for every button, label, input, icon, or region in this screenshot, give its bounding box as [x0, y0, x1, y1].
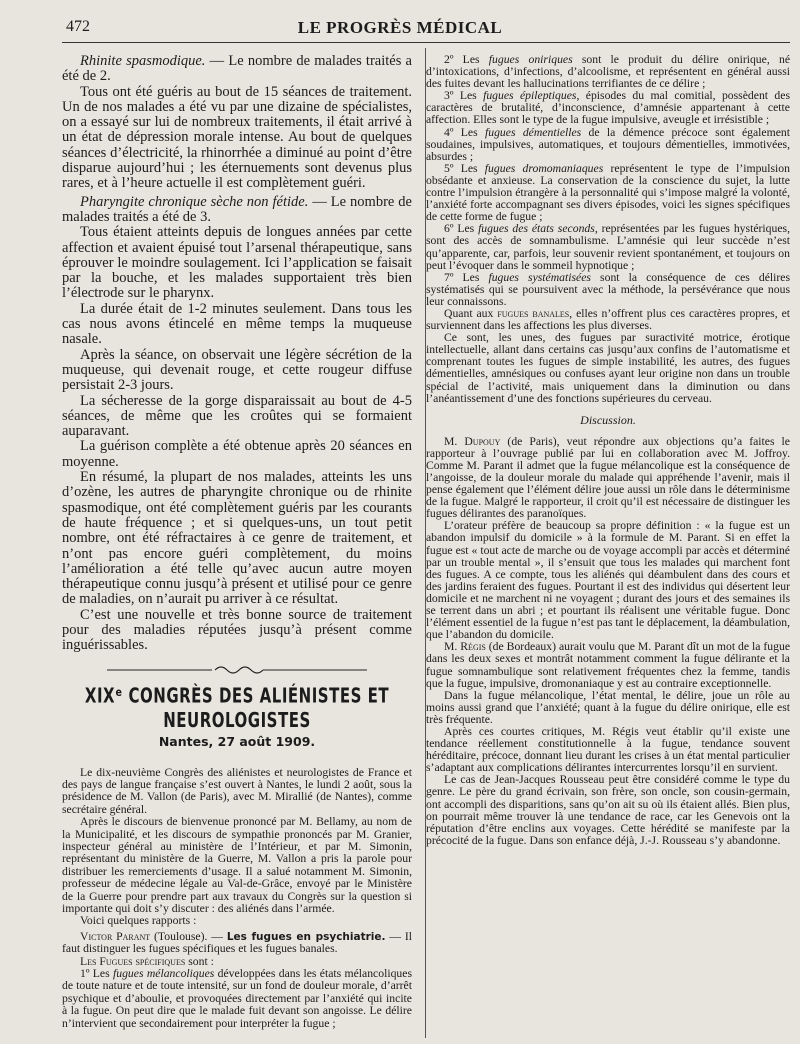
paragraph: 2º Les fugues oniriques sont le produit du délire onirique, né d’intoxications, d’infections, d’alcoolisme, et représentent en général aussi des fuites devant les hallucinations terrifiantes de ce délire ;	[426, 54, 790, 91]
discussion-heading: Discussion.	[580, 412, 636, 427]
left-column	[62, 54, 412, 1030]
running-header	[0, 18, 800, 40]
pharyngite-label: Pharyngite chronique sèche non fétide.	[80, 193, 309, 210]
paragraph: 7º Les fugues systématisées sont la conséquence de ces délires systématisés qui se poursuivent avec la méthode, la persévérance que nous leur connaissons.	[426, 270, 790, 308]
paragraph: L’orateur préfère de beaucoup sa propre définition : « la fugue est un abandon impulsif du domicile » à la formule de M. Parant. Si en effet la fugue est « tout acte de marche ou de voyage accompli par accès et déterminé par un trouble mental », il s’ensuit que tous les malades qui marchent font des fugues. A ce compte, tous les aliénés qui déambulent dans des cours et des jardins feraient des fugues. Pourtant il est des individus qui désertent leur domicile et ne marchent ni ne voyagent ; durant des jours et des semaines ils se terrent dans un abri ; et pourtant ils réalisent une véritable fugue. Donc l’élément essentiel de la fugue n’est pas tant le déplacement, la déambulation, que l’abandon du domicile.	[426, 519, 790, 642]
paragraph: Les Fugues spécifiques sont :	[80, 954, 214, 968]
paragraph: La guérison complète a été obtenue après 20 séances en moyenne.	[62, 438, 412, 470]
pharyngite-text: — Le nombre de malades traités a été de 3.	[62, 193, 412, 225]
paragraph: Après ces courtes critiques, M. Régis veut établir qu’il existe une tendance réellement constitutionnelle à la fugue, tendance souvent héréditaire, précoce, donnant lieu durant les crises à un état mental particulier s’adaptant aux complications délirantes intercurrentes lorsqu’il en survient.	[426, 724, 790, 775]
rhinite-text: — Le nombre de malades traités a été de 2.	[62, 54, 412, 85]
paragraph: Après la séance, on observait une légère sécrétion de la muqueuse, qui devenait rouge, et cette rougeur diffuse persistait 2-3 jours.	[62, 346, 412, 394]
paragraph: Le cas de Jean-Jacques Rousseau peut être considéré comme le type du genre. Le père du grand écrivain, son frère, son oncle, son cousin-germain, ont accompli des disparitions, sans qu’on ait su où ils étaient allés. Bien plus, on pourrait même trouver là une tendance de race, car les Genevois ont la réputation d’être enclins aux voyages. Cette hérédité se manifeste par la précocité de la fugue. Dans son enfance déjà, J.-J. Rousseau s’y abandonne.	[426, 773, 790, 847]
paragraph-parant: Victor Parant (Toulouse). — Les fugues en psychiatrie. — Il faut distinguer les fugues spécifiques et les fugues banales.	[62, 929, 412, 956]
paragraph: Le dix-neuvième Congrès des aliénistes et neurologistes de France et des pays de langue française s’est ouvert à Nantes, le lundi 2 août, sous la présidence de M. Vallon (de Paris), avec M. Mirallié (de Nantes), comme secrétaire général.	[62, 765, 412, 816]
paragraph: Dans la fugue mélancolique, l’état mental, le délire, joue un rôle au moins aussi grand que l’anxiété; quant à la fugue du délire onirique, elle est très fréquente.	[426, 688, 790, 726]
paragraph: 4º Les fugues démentielles de la démence précoce sont également soudaines, impulsives, automatiques, et toujours démentielles, immotivées, absurdes ;	[426, 125, 790, 163]
congress-report	[62, 767, 412, 1031]
paragraph: Tous ont été guéris au bout de 15 séances de traitement. Un de nos malades a été vu par une dizaine de spécialistes, on a essayé sur lui de nombreux traitements, il était arrivé à un état de dépression morale intense. Au bout de quelques séances d’électricité, la rhinorrhée a diminué au point d’être disparue aujourd’hui ; les éternuements sont devenus plus rares, et à l’heure actuelle il est complètement guéri.	[62, 83, 412, 192]
speaker-name: M. Régis	[444, 640, 486, 654]
paragraph: M. Dupouy (de Paris), veut répondre aux objections qu’a faites le rapporteur à l’ouvrage publié par lui en collaboration avec M. Joffroy. Comme M. Parant il admet que la fugue mélancolique est la conséquence de l’angoisse, de la douleur morale du malade qui appréhende l’avenir, mais il pense également que l’élément délire joue aussi un rôle dans le déterminisme de la fugue. Malgré le rapporteur, il croit qu’il est nécessaire de distinguer les fugues délirantes des paranoïques.	[426, 434, 790, 521]
paragraph: 1º Les fugues mélancoliques développées dans les états mélancoliques de toute nature et de toute intensité, sur un fond de douleur morale, d’arrêt psychique et d’aboulie, et provoquées directement par l’anxiété qui incite à la fugue. On peut dire que le malade fuit devant son angoisse. Le délire n’intervient que secondairement pour interpréter la fugue ;	[62, 967, 412, 1030]
report-topic: Les fugues en psychiatrie.	[226, 930, 386, 943]
paragraph: Quant aux fugues banales, elles n’offrent plus ces caractères propres, et surviennent dans les affections les plus diverses.	[426, 306, 790, 333]
congress-dateline: Nantes, 27 août 1909.	[158, 733, 316, 749]
paragraph: Tous étaient atteints depuis de longues années par cette affection et avaient épuisé tout l’arsenal thérapeutique, sans éprouver le moindre soulagement. Ici l’application se faisait par la bouche, et les malades supportaient très bien l’électrode sur le pharynx.	[62, 224, 412, 302]
paragraph-rhinite	[62, 54, 412, 85]
page-number: 472	[66, 18, 90, 35]
paragraph: La sécheresse de la gorge disparaissait au bout de 4-5 séances, de même que les croûtes qui se formaient auparavant.	[62, 392, 412, 440]
paragraph: C’est une nouvelle et très bonne source de traitement pour des maladies réputées jusqu’à présent comme inguérissables.	[62, 606, 412, 654]
speaker-name: Victor Parant	[80, 929, 151, 943]
paragraph: 6º Les fugues des états seconds, représentées par les fugues hystériques, sont des accès de somnambulisme. L’amnésie qui leur succède n’est qu’apparente, car, parfois, leur souvenir revient spontanément, et toujours on peut l’évoquer dans le sommeil hypnotique ;	[426, 222, 790, 272]
paragraph: M. Régis (de Bordeaux) aurait voulu que M. Parant dît un mot de la fugue dans les deux sexes et montrât notamment comment la fugue délirante et la fugue somnambulique sont relativement fréquentes chez la femme, tandis que la fugue, impulsive, dromonaniaque y est au contraire exceptionnelle.	[426, 640, 790, 690]
paragraph-pharyngite	[62, 195, 412, 226]
paragraph: La durée était de 1-2 minutes seulement. Dans tous les cas nous avons étincelé en même temps la muqueuse nasale.	[62, 300, 412, 348]
paragraph: 3º Les fugues épileptiques, épisodes du mal comitial, possèdent des caractères de brutalité, d’inconscience, d’amnésie appartenant à cette affection. Elles sont le type de la fugue impulsive, aveugle et irrésistible ;	[426, 89, 790, 127]
article-upper	[62, 54, 412, 654]
paragraph: 5º Les fugues dromomaniaques représentent le type de l’impulsion obsédante et anxieuse. La conservation de la conscience du sujet, la lutte contre l’impulsion étrangère à la personnalité qui s’impose malgré la volonté, l’anxiété forte accompagnant ses divers épisodes, voici les signes spécifiques de cette forme de fugue ;	[426, 161, 790, 224]
right-column	[426, 54, 790, 847]
congress-title: XIXᵉ CONGRÈS DES ALIÉNISTES ET NEUROLOGISTES	[84, 683, 390, 732]
journal-title: LE PROGRÈS MÉDICAL	[297, 18, 503, 37]
paragraph: Ce sont, les unes, des fugues par suractivité motrice, érotique intellectuelle, allant dans certains cas jusqu’aux confins de l’automatisme et comprenant toutes les fugues de simple instabilité, les autres, des fugues démentielles, amnésiques ou confuses ayant leur origine non dans un trouble spécial de l’activité, mais uniquement dans la diminution ou dans l’anéantissement d’une des fonctions supérieures du cerveau.	[426, 331, 790, 405]
paragraph: Voici quelques rapports :	[80, 914, 197, 928]
speaker-name: M. Dupouy	[444, 434, 501, 448]
header-rule	[62, 42, 790, 43]
paragraph: En résumé, la plupart de nos malades, atteints les uns d’ozène, les autres de pharyngite chronique ou de rhinite spasmodique, ont été complètement guéris par les courants de haute fréquence ; et si quelques-uns, un tout petit nombre, ont été réfractaires à ce genre de traitement, et n’ont pas encore guéri complètement, du moins l’amélioration a été telle qu’avec aucun autre moyen thérapeutique connu jusqu’à présent et utilisé pour ce genre de maladies, on n’aurait pu arriver à ce résultat.	[62, 469, 412, 608]
rhinite-label: Rhinite spasmodique.	[80, 54, 206, 69]
paragraph: Après le discours de bienvenue prononcé par M. Bellamy, au nom de la Municipalité, et les discours de sympathie prononcés par M. Granier, inspecteur général au ministère de l’Intérieur, et par M. Simonin, représentant du ministère de la Guerre, M. Vallon a pris la parole pour distribuer les remerciements d’usage. Il a salué notamment M. Simonin, professeur de médecine légale au Val-de-Grâce, envoyé par le Ministère de la Guerre pour prendre part aux travaux du Congrès sur la question si importante qui doit s’y discuter : des aliénés dans l’armée.	[62, 815, 412, 916]
ornament-rule-icon	[107, 665, 367, 675]
section-ornament	[62, 662, 412, 680]
